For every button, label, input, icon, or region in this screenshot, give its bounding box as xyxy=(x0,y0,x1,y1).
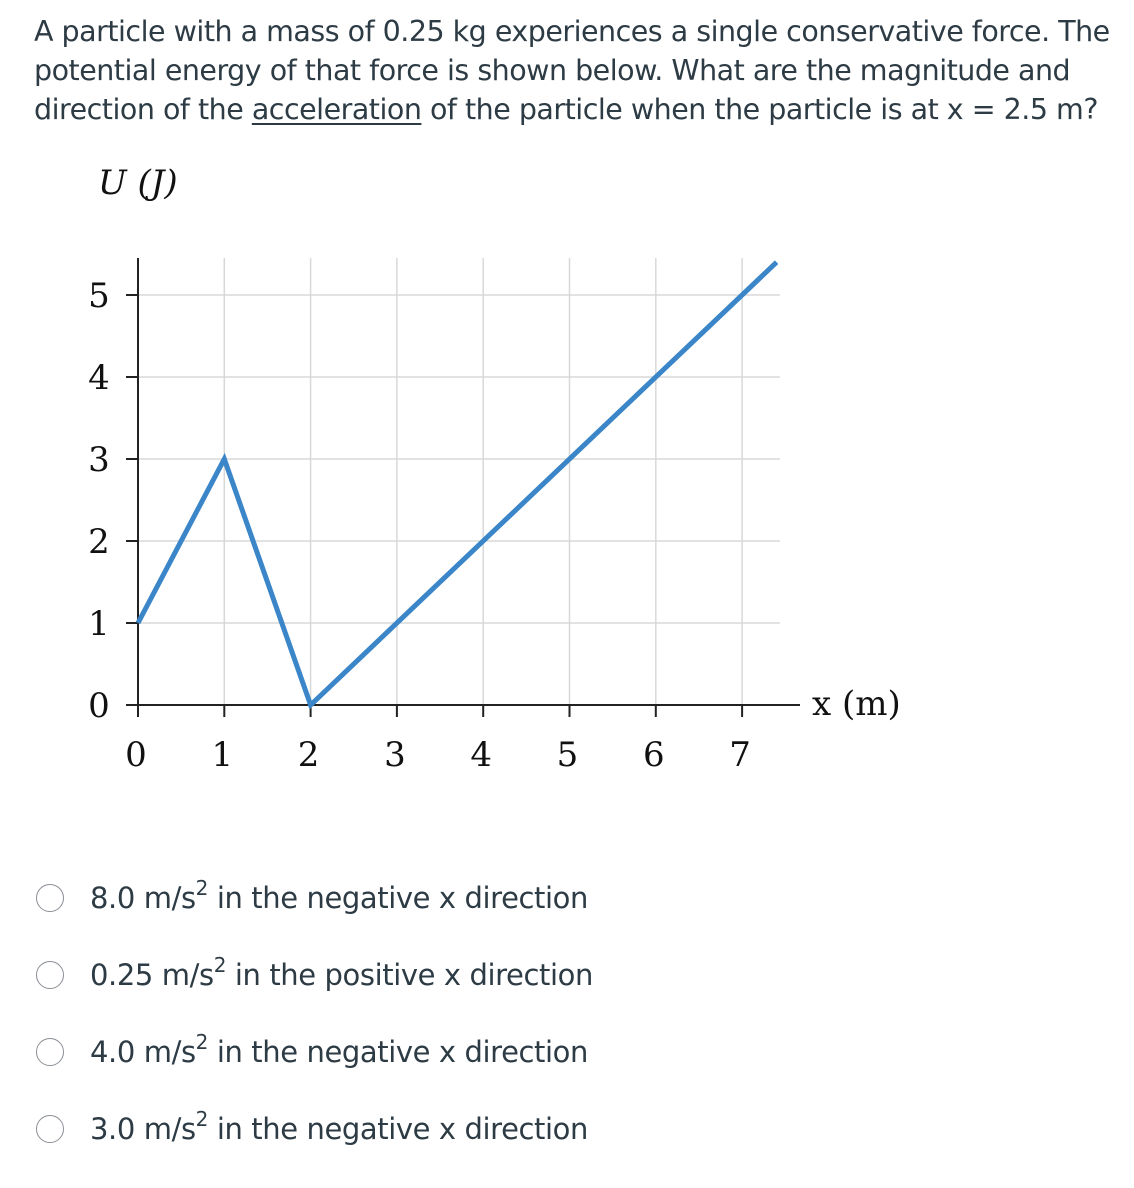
radio-button[interactable] xyxy=(36,884,64,912)
x-tick-label: 7 xyxy=(729,735,751,775)
answer-option-1[interactable] xyxy=(36,880,736,957)
x-axis-label: x (m) xyxy=(812,684,901,724)
answer-options xyxy=(36,880,736,1188)
answer-option-text: 3.0 $m/s^2$ in the negative x direction xyxy=(90,1111,588,1147)
potential-energy-chart xyxy=(0,150,1134,790)
y-tick-label: 4 xyxy=(88,358,110,398)
x-tick-label: 3 xyxy=(384,735,406,775)
answer-option-text: 0.25 $m/s^2$ in the positive x direction xyxy=(90,957,593,993)
x-tick-label: 6 xyxy=(643,735,665,775)
radio-button[interactable] xyxy=(36,961,64,989)
answer-option-3[interactable] xyxy=(36,1034,736,1111)
question-underlined-word: acceleration xyxy=(252,93,422,126)
answer-option-text: 8.0 $m/s^2$ in the negative x direction xyxy=(90,880,588,916)
x-tick-label: 0 xyxy=(125,735,147,775)
y-tick-label: 1 xyxy=(88,604,110,644)
chart-axes xyxy=(138,258,800,717)
y-tick-label: 0 xyxy=(88,686,110,726)
y-tick-label: 3 xyxy=(88,440,110,480)
x-tick-label: 5 xyxy=(557,735,579,775)
x-tick-label: 4 xyxy=(470,735,492,775)
y-axis-label: U (J) xyxy=(98,163,178,203)
radio-button[interactable] xyxy=(36,1038,64,1066)
answer-option-2[interactable] xyxy=(36,957,736,1034)
question-text-after: of the particle when the particle is at x = 2.5 m? xyxy=(421,93,1098,126)
x-tick-label: 2 xyxy=(298,735,320,775)
answer-option-text: 4.0 $m/s^2$ in the negative x direction xyxy=(90,1034,588,1070)
answer-option-4[interactable] xyxy=(36,1111,736,1188)
question-text-before: A particle with a mass of 0.25 kg experiences a single conservative force. The potential energy of that force is shown below. What are the magnitude and direction of the xyxy=(34,15,1110,126)
chart-series xyxy=(138,262,777,705)
y-tick-label: 2 xyxy=(88,522,110,562)
question-text xyxy=(34,12,1124,129)
x-tick-label: 1 xyxy=(211,735,233,775)
series-line xyxy=(138,262,777,705)
y-tick-label: 5 xyxy=(88,276,110,316)
chart-ticks xyxy=(126,295,742,717)
radio-button[interactable] xyxy=(36,1115,64,1143)
